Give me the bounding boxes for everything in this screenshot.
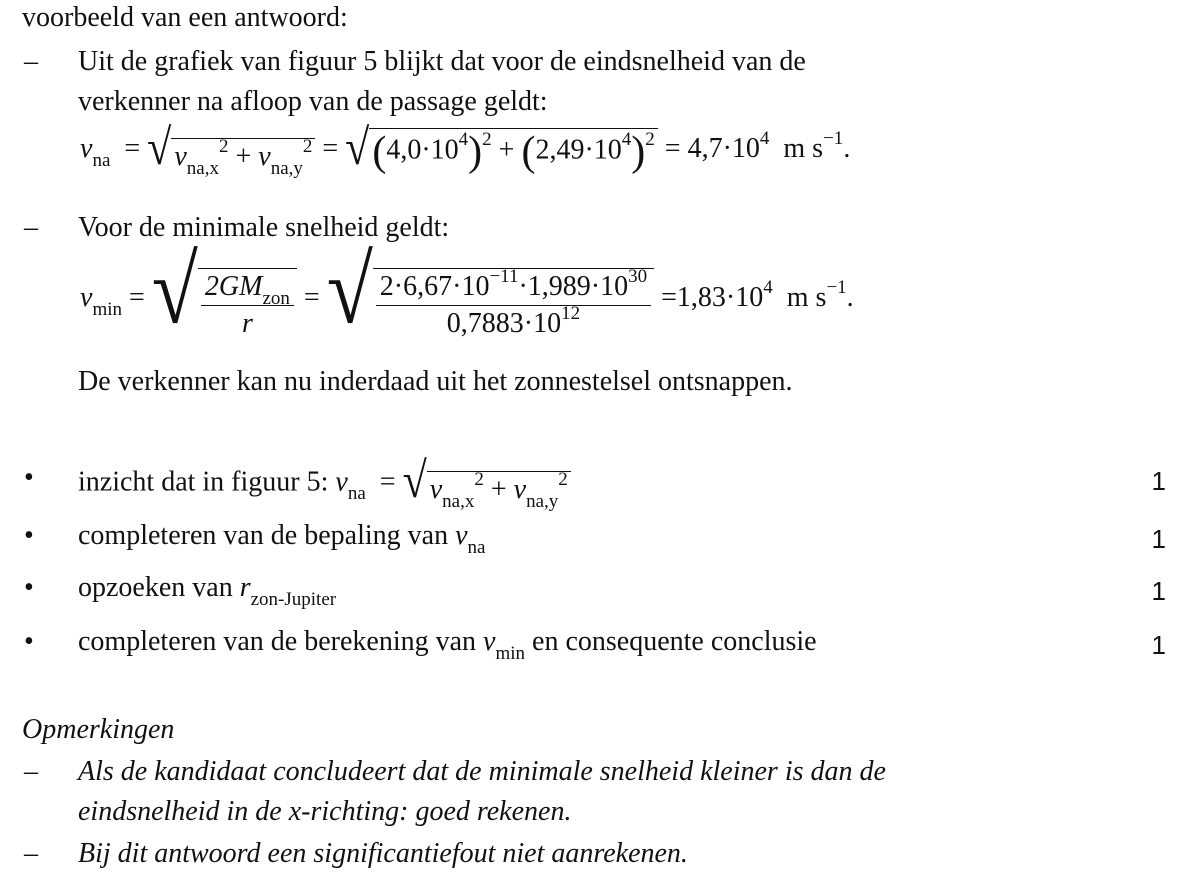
dash-marker: – [24, 46, 38, 77]
remarks-title: Opmerkingen [22, 714, 175, 745]
dash-marker: – [24, 756, 38, 787]
criterion-3-points: 1 [1151, 576, 1166, 606]
square-root: √ $v_{na,x}^2 + v_{na,y}^2$ [147, 129, 315, 173]
bullet-marker: • [24, 626, 34, 657]
criterion-3: opzoeken van $r_{zon-Jupiter}$ [78, 572, 337, 610]
answer-heading: voorbeeld van een antwoord: [22, 2, 348, 33]
criterion-2: completeren van de bepaling van $v_{na}$ [78, 520, 486, 558]
criterion-1: inzicht dat in figuur 5: $v_{na}$ = √ $v_{na,x}^2 + v_{na,y}^2$ [78, 462, 571, 506]
square-root-numbers: √ $\frac{2\cdot 6,67\cdot 10^{-11}\cdot 1,989\cdot 10^{30}}{0,7883\cdot 10^{12}}$ [327, 256, 654, 340]
remark-1-line2: eindsnelheid in de x-richting: goed rekenen. [78, 796, 572, 827]
remark-2: Bij dit antwoord een significantiefout niet aanrekenen. [78, 838, 688, 869]
step1-text-line1: Uit de grafiek van figuur 5 blijkt dat voor de eindsnelheid van de [78, 46, 806, 77]
remark-1-line1: Als de kandidaat concludeert dat de minimale snelheid kleiner is dan de [78, 756, 886, 787]
bullet-marker: • [24, 572, 34, 603]
criterion-2-points: 1 [1151, 524, 1166, 554]
conclusion-text: De verkenner kan nu inderdaad uit het zonnestelsel ontsnappen. [78, 366, 793, 397]
criterion-4: completeren van de berekening van $v_{min}$ en consequente conclusie [78, 626, 817, 664]
equation-v-na: $v_{na}$ = √ $v_{na,x}^2 + v_{na,y}^2 = √(4,0\cdot 10^4)^2 + (2,49\cdot 10^4)^2 = 4,7\cdot 10^4$ m $s^{-1}$. [80, 118, 851, 179]
step1-text-line2: verkenner na afloop van de passage geldt: [78, 86, 548, 117]
dash-marker: – [24, 838, 38, 869]
bullet-marker: • [24, 462, 34, 493]
bullet-marker: • [24, 520, 34, 551]
criterion-1-points: 1 [1151, 466, 1166, 496]
criterion-4-points: 1 [1151, 630, 1166, 660]
square-root-formula: √ $\frac{2GM_{zon}}{r}$ [152, 256, 297, 340]
step2-text: Voor de minimale snelheid geldt: [78, 212, 450, 243]
equation-v-min: $v_{min}$ = √ $\frac{2GM_{zon}}{r}$ = √ $\frac{2\cdot 6,67\cdot 10^{-11}\cdot 1,989\cdot 10^{30}}{0,7883\cdot 10^{12}}$ $=1,83\cdot 10^4$ m $s^{-1}$. [80, 237, 854, 345]
dash-marker: – [24, 212, 38, 243]
square-root-values: $√(4,0\cdot 10^4)^2 + (2,49\cdot 10^4)^2$ [345, 128, 658, 173]
